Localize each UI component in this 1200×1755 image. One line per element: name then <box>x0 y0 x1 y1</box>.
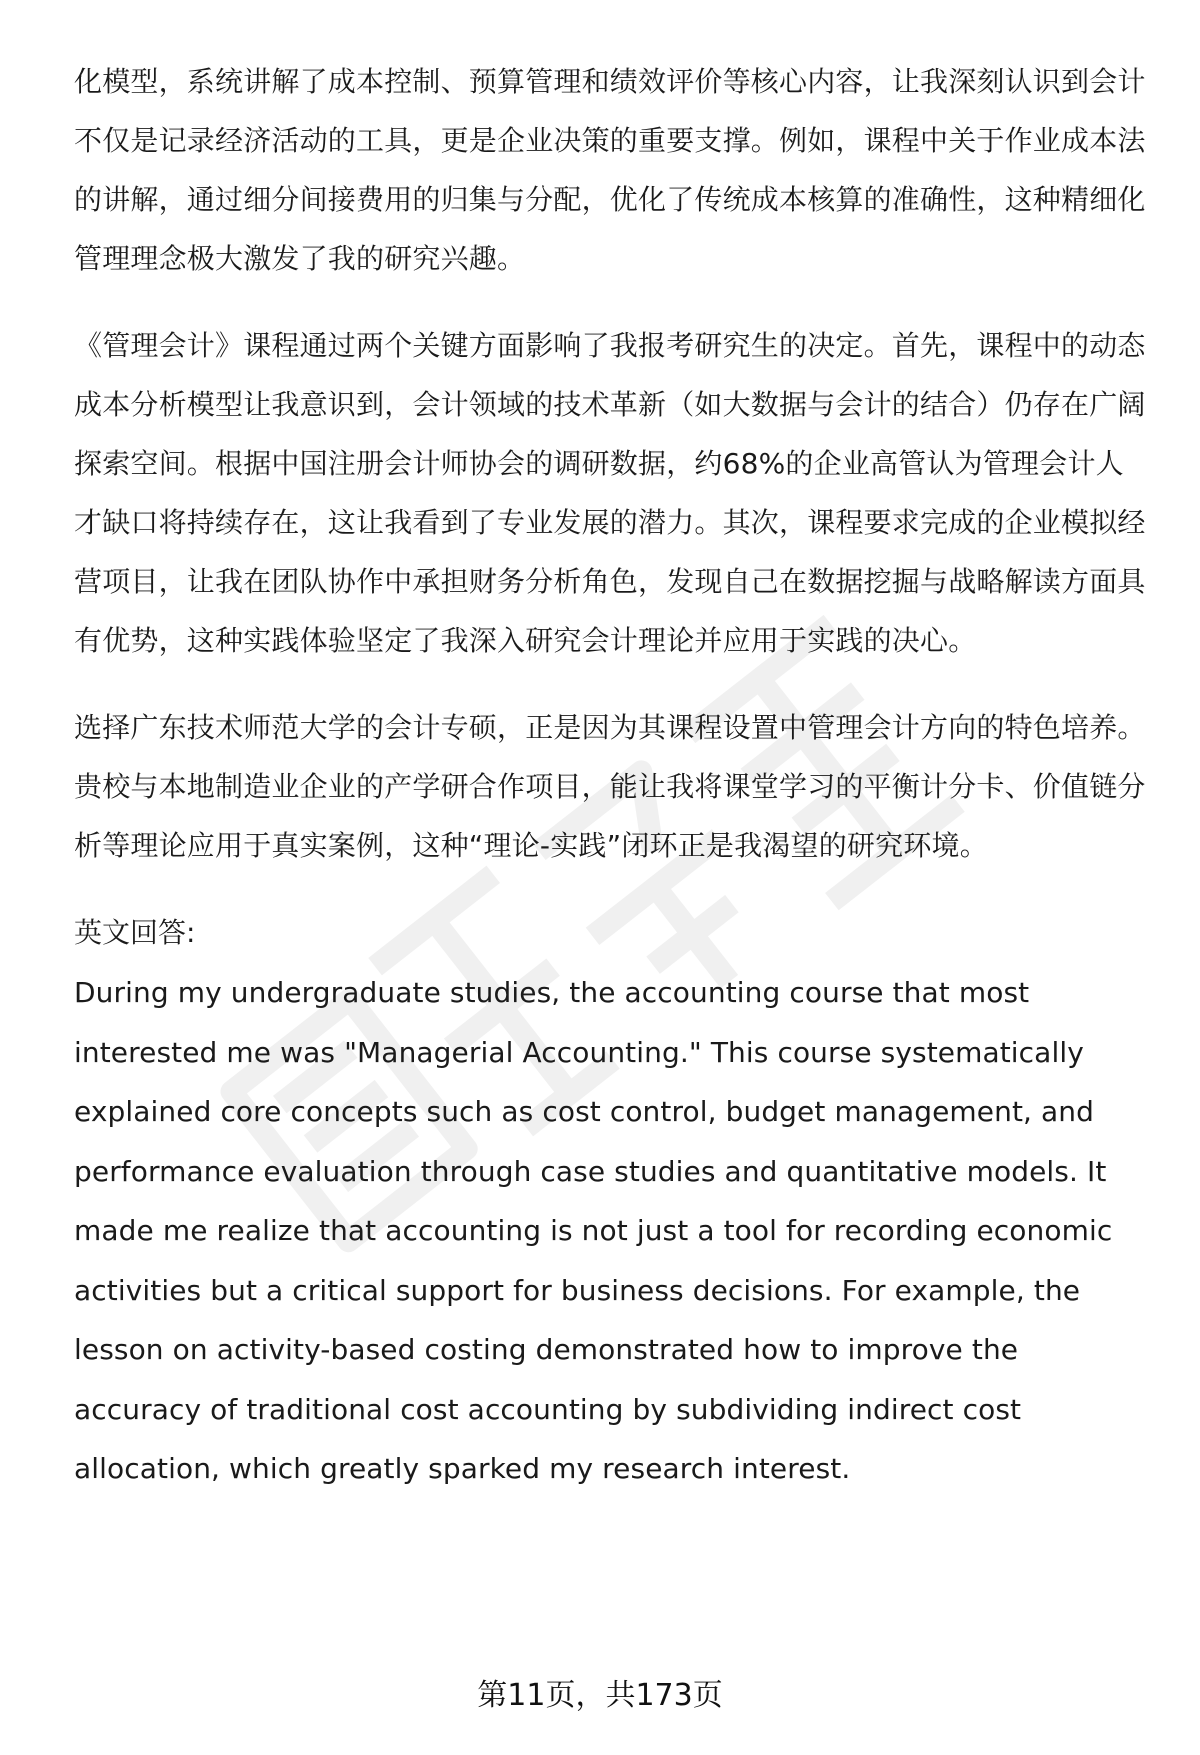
english-answer-text: During my undergraduate studies, the accounting course that most interested me was "Managerial Accounting." This course systematically explained core concepts such as cost control, budget management, and performance evaluation through case studies and quantitative models. It made me realize that accounting is not just a tool for recording economic activities but a critical support for business decisions. For example, the lesson on activity-based costing demonstrated how to improve the accuracy of traditional cost accounting by subdividing indirect cost allocation, which greatly sparked my research interest. <box>74 976 1113 1485</box>
paragraph-managerial-accounting-intro: 化模型，系统讲解了成本控制、预算管理和绩效评价等核心内容，让我深刻认识到会计不仅是记录经济活动的工具，更是企业决策的重要支撑。例如，课程中关于作业成本法的讲解，通过细分间接费用的归集与分配，优化了传统成本核算的准确性，这种精细化管理理念极大激发了我的研究兴趣。 <box>74 65 1146 275</box>
main-content <box>74 52 1150 1499</box>
page-number-footer: 第11页，共173页 <box>477 1678 723 1713</box>
english-answer-label: 英文回答: <box>74 916 196 949</box>
paragraph-school-choice: 选择广东技术师范大学的会计专硕，正是因为其课程设置中管理会计方向的特色培养。贵校与本地制造业企业的产学研合作项目，能让我将课堂学习的平衡计分卡、价值链分析等理论应用于真实案例，这种“理论-实践”闭环正是我渴望的研究环境。 <box>74 711 1146 862</box>
paragraph-course-influence: 《管理会计》课程通过两个关键方面影响了我报考研究生的决定。首先，课程中的动态成本分析模型让我意识到，会计领域的技术革新（如大数据与会计的结合）仍存在广阔探索空间。根据中国注册会计师协会的调研数据，约68%的企业高管认为管理会计人才缺口将持续存在，这让我看到了专业发展的潜力。其次，课程要求完成的企业模拟经营项目，让我在团队协作中承担财务分析角色，发现自己在数据挖掘与战略解读方面具有优势，这种实践体验坚定了我深入研究会计理论并应用于实践的决心。 <box>74 329 1146 657</box>
